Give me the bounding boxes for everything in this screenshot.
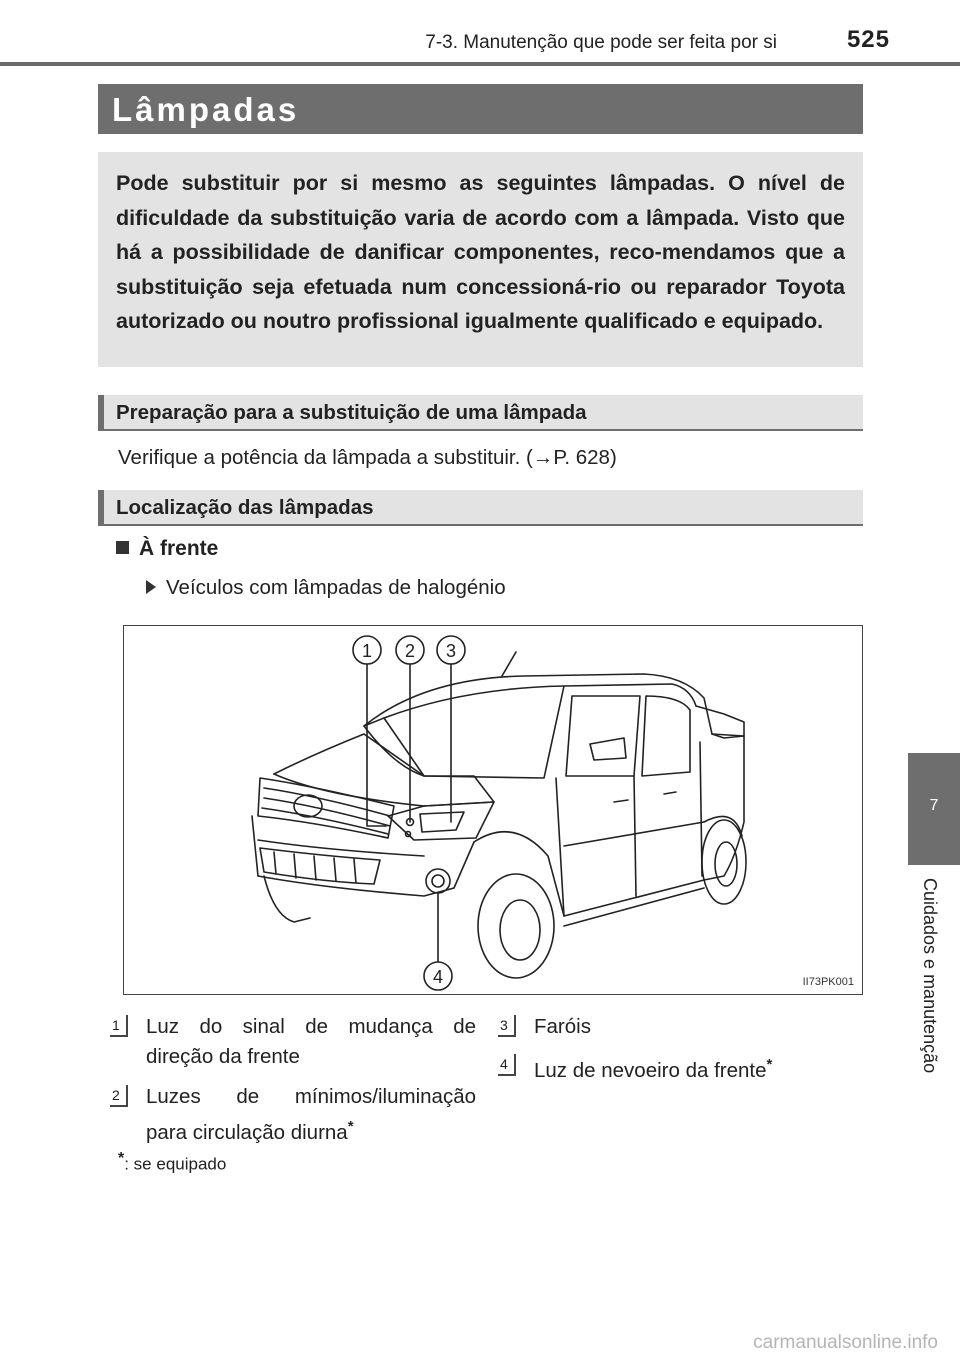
callout-2: 2 bbox=[404, 641, 416, 661]
legend-item-1 bbox=[146, 1012, 476, 1072]
subheading-text: À frente bbox=[139, 537, 219, 560]
header-section-title: 7-3. Manutenção que pode ser feita por si bbox=[425, 32, 777, 53]
chapter-tab bbox=[908, 753, 960, 865]
subheading-front bbox=[116, 537, 218, 561]
watermark: carmanualsonline.info bbox=[753, 1332, 938, 1353]
footnote-text: : se equipado bbox=[124, 1154, 227, 1174]
legend-number: 1 bbox=[110, 1015, 128, 1037]
legend-line: Luz de nevoeiro da frente bbox=[534, 1058, 767, 1082]
title-bar bbox=[98, 84, 863, 134]
intro-box bbox=[98, 152, 863, 367]
legend-number: 4 bbox=[498, 1054, 516, 1076]
section-heading-location bbox=[98, 490, 863, 526]
verify-text: Verifique a potência da lâmpada a substituir. (→P. 628) bbox=[118, 446, 617, 469]
legend-line: Luzes de mínimos/iluminação bbox=[146, 1085, 476, 1108]
truck-drawing bbox=[124, 626, 864, 996]
callout-4: 4 bbox=[432, 967, 444, 987]
footnote-star: * bbox=[347, 1118, 354, 1135]
subheading-text: Veículos com lâmpadas de halogénio bbox=[166, 576, 506, 599]
legend-number: 2 bbox=[110, 1085, 128, 1107]
chapter-label: Cuidados e manutenção bbox=[920, 878, 940, 1074]
legend-item-2 bbox=[146, 1082, 476, 1148]
legend-line: direção da frente bbox=[146, 1045, 300, 1068]
section-heading-text: Localização das lâmpadas bbox=[116, 496, 374, 519]
legend-line: Faróis bbox=[534, 1015, 591, 1038]
square-bullet-icon bbox=[116, 541, 129, 554]
legend-line: Luz do sinal de mudança de bbox=[146, 1015, 476, 1038]
subheading-halogen bbox=[146, 576, 506, 600]
triangle-bullet-icon bbox=[146, 580, 156, 594]
callout-3: 3 bbox=[445, 641, 457, 661]
legend-item-4 bbox=[534, 1050, 772, 1086]
footnote-star: * bbox=[766, 1056, 773, 1073]
chapter-number: 7 bbox=[929, 797, 939, 814]
callout-1: 1 bbox=[361, 641, 373, 661]
truck-illustration bbox=[123, 625, 863, 995]
figure-code: II73PK001 bbox=[802, 976, 854, 988]
header-divider bbox=[0, 62, 960, 66]
footnote bbox=[118, 1150, 226, 1175]
section-heading-text: Preparação para a substituição de uma lâmpada bbox=[116, 401, 587, 424]
intro-text: Pode substituir por si mesmo as seguintes lâmpadas. O nível de dificuldade da substituição varia de acordo com a lâmpada. Visto que há a possibilidade de danificar componentes, reco-mendamos que a substituição seja efetuada num concessioná-rio ou reparador Toyota autorizado ou noutro profissional igualmente qualificado e equipado. bbox=[116, 171, 845, 333]
section-heading-preparation bbox=[98, 395, 863, 431]
page-title: Lâmpadas bbox=[112, 91, 300, 128]
page-number: 525 bbox=[846, 26, 890, 53]
legend-line: para circulação diurna bbox=[146, 1120, 348, 1144]
legend-number: 3 bbox=[498, 1015, 516, 1037]
legend-item-3 bbox=[534, 1012, 591, 1042]
footnote-star: * bbox=[118, 1150, 125, 1167]
